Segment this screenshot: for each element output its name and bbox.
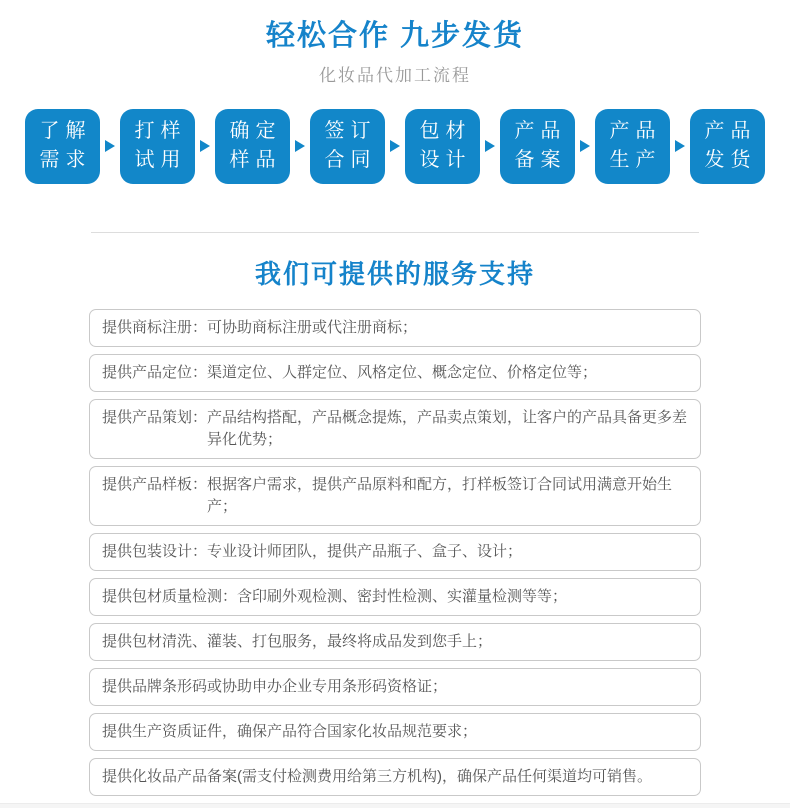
arrow-right-icon xyxy=(675,140,685,152)
service-item-label: 提供产品策划： xyxy=(102,409,208,427)
flow-step-product-shipping xyxy=(690,109,765,184)
service-item-text: 提供化妆品产品备案(需支付检测费用给第三方机构)，确保产品任何渠道均可销售。 xyxy=(102,768,652,786)
service-item-planning xyxy=(89,399,701,459)
service-item-text: 提供品牌条形码或协助申办企业专用条形码资格证； xyxy=(102,678,448,696)
services-section xyxy=(0,258,790,797)
service-item-text: 专业设计师团队，提供产品瓶子、盒子、设计； xyxy=(207,543,523,561)
step-label-line: 需求 xyxy=(39,149,92,172)
service-item-label: 提供产品样板： xyxy=(102,476,208,494)
services-title: 我们可提供的服务支持 xyxy=(254,258,535,289)
step-label-line: 合同 xyxy=(324,149,377,172)
page-title: 轻松合作 九步发货 xyxy=(265,20,525,52)
step-label-line: 了解 xyxy=(39,120,92,143)
flow-step-confirm-sample xyxy=(215,109,290,184)
service-item-label: 提供产品定位： xyxy=(102,364,208,382)
step-label-line: 包材 xyxy=(419,120,472,143)
flow-step-product-production xyxy=(595,109,670,184)
step-label-line: 确定 xyxy=(229,120,282,143)
header xyxy=(0,0,790,86)
service-item-text: 根据客户需求，提供产品原料和配方，打样板签订合同试用满意开始生产； xyxy=(207,476,673,516)
flow-step-product-filing xyxy=(500,109,575,184)
service-item-certificates xyxy=(89,713,701,751)
flow-step-understand-needs xyxy=(25,109,100,184)
step-label-line: 发货 xyxy=(704,149,757,172)
step-label-line: 打样 xyxy=(134,120,187,143)
step-label-line: 试用 xyxy=(134,149,187,172)
service-item-positioning xyxy=(89,354,701,392)
arrow-right-icon xyxy=(200,140,210,152)
arrow-right-icon xyxy=(580,140,590,152)
service-item-text: 渠道定位、人群定位、风格定位、概念定位、价格定位等； xyxy=(207,364,598,382)
footer-strip xyxy=(0,803,790,808)
page-subtitle: 化妆品代加工流程 xyxy=(319,65,471,85)
service-item-text: 提供生产资质证件，确保产品符合国家化妆品规范要求； xyxy=(102,723,478,741)
flow-diagram xyxy=(0,109,790,184)
service-item-quality-test xyxy=(89,578,701,616)
step-label-line: 产品 xyxy=(609,120,662,143)
step-label-line: 备案 xyxy=(514,149,567,172)
step-label-line: 产品 xyxy=(514,120,567,143)
arrow-right-icon xyxy=(485,140,495,152)
step-label-line: 产品 xyxy=(704,120,757,143)
flow-step-packaging-design xyxy=(405,109,480,184)
step-label-line: 生产 xyxy=(609,149,662,172)
service-item-label: 提供包材质量检测： xyxy=(102,588,238,606)
flow-step-sample-trial xyxy=(120,109,195,184)
step-label-line: 签订 xyxy=(324,120,377,143)
service-item-sample xyxy=(89,466,701,526)
service-item-text: 提供包材清洗、灌装、打包服务，最终将成品发到您手上； xyxy=(102,633,493,651)
arrow-right-icon xyxy=(390,140,400,152)
service-item-barcode xyxy=(89,668,701,706)
service-item-label: 提供商标注册： xyxy=(102,319,208,337)
step-label-line: 设计 xyxy=(419,149,472,172)
service-item-label: 提供包装设计： xyxy=(102,543,208,561)
service-item-product-filing xyxy=(89,758,701,796)
service-item-text: 产品结构搭配，产品概念提炼，产品卖点策划，让客户的产品具备更多差异化优势； xyxy=(207,409,688,449)
service-item-package-design xyxy=(89,533,701,571)
service-list xyxy=(89,309,701,796)
service-item-text: 可协助商标注册或代注册商标； xyxy=(207,319,418,337)
section-divider xyxy=(91,232,699,233)
service-item-filling-packing xyxy=(89,623,701,661)
service-item-text: 含印刷外观检测、密封性检测、实灌量检测等等； xyxy=(237,588,568,606)
step-label-line: 样品 xyxy=(229,149,282,172)
arrow-right-icon xyxy=(105,140,115,152)
arrow-right-icon xyxy=(295,140,305,152)
flow-step-sign-contract xyxy=(310,109,385,184)
service-item-trademark xyxy=(89,309,701,347)
